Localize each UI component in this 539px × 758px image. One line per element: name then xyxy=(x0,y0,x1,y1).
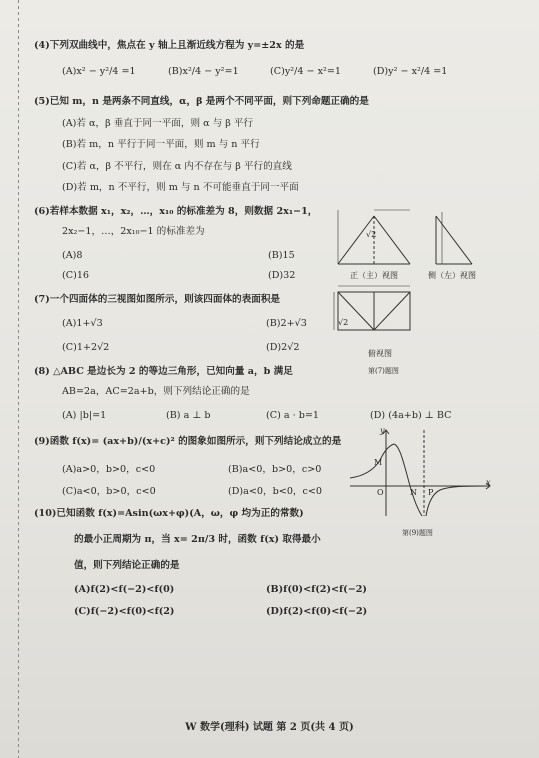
q10-stem-line1: (10)已知函数 f(x)=Asin(ωx+φ)(A，ω，φ 均为正的常数) xyxy=(34,508,304,519)
q10-option-d: (D)f(2)<f(0)<f(−2) xyxy=(266,606,368,617)
q7-figure-caption: 第(7)题图 xyxy=(368,367,399,375)
q9-figure-caption: 第(9)题图 xyxy=(402,529,433,537)
q6-option-b: (B)15 xyxy=(268,250,295,261)
q8-option-b: (B) a ⊥ b xyxy=(166,410,211,421)
q7-front-view-label: 正（主）视图 xyxy=(350,271,398,280)
q10-option-c: (C)f(−2)<f(0)<f(2) xyxy=(74,606,175,617)
q4-option-c: (C)y²/4 − x²=1 xyxy=(270,66,341,77)
q5-option-b: (B)若 m，n 平行于同一平面，则 m 与 n 平行 xyxy=(62,139,260,150)
q7-front-dim-label: √2 xyxy=(366,230,377,239)
q5-stem: (5)已知 m，n 是两条不同直线，α，β 是两个不同平面，则下列命题正确的是 xyxy=(34,96,369,107)
q7-stem: (7)一个四面体的三视图如图所示，则该四面体的表面积是 xyxy=(34,294,281,305)
q7-option-d: (D)2√2 xyxy=(266,342,300,353)
q9-axis-x-label: x xyxy=(486,478,491,487)
q9-point-p-label: P xyxy=(428,488,434,497)
q7-side-view-label: 侧（左）视图 xyxy=(428,271,476,280)
q9-stem: (9)函数 f(x)= (ax+b)/(x+c)² 的图象如图所示，则下列结论成立的是 xyxy=(34,436,342,447)
q4-option-d: (D)y² − x²/4 =1 xyxy=(373,66,448,77)
q7-three-view-figure xyxy=(330,206,506,356)
q10-stem-line3: 值，则下列结论正确的是 xyxy=(74,560,180,571)
q10-option-b: (B)f(0)<f(2)<f(−2) xyxy=(266,584,367,595)
q10-stem-line2: 的最小正周期为 π，当 x= 2π/3 时，函数 f(x) 取得最小 xyxy=(74,534,321,545)
q7-top-dim-label: √2 xyxy=(338,318,349,327)
q9-origin-label: O xyxy=(377,488,384,497)
curve-right xyxy=(426,486,488,516)
q6-stem-line1: (6)若样本数据 x₁，x₂，…，x₁₀ 的标准差为 8，则数据 2x₁−1， xyxy=(34,206,318,217)
q9-option-d: (D)a<0，b<0，c<0 xyxy=(228,486,323,497)
q7-option-b: (B)2+√3 xyxy=(266,318,307,329)
q6-option-c: (C)16 xyxy=(62,270,90,281)
q9-option-b: (B)a<0，b>0，c>0 xyxy=(228,464,322,475)
q4-option-a: (A)x² − y²/4 =1 xyxy=(62,66,136,77)
q7-top-view-label: 俯视图 xyxy=(368,349,392,358)
q9-point-n-label: N xyxy=(410,488,417,497)
q9-option-c: (C)a<0，b>0，c<0 xyxy=(62,486,156,497)
q8-stem-line1: (8) △ABC 是边长为 2 的等边三角形，已知向量 a，b 满足 xyxy=(34,366,293,377)
q9-option-a: (A)a>0，b>0，c<0 xyxy=(62,464,156,475)
q6-option-a: (A)8 xyxy=(62,250,83,261)
q9-function-graph xyxy=(346,424,496,520)
q6-option-d: (D)32 xyxy=(268,270,296,281)
side-view-drawing xyxy=(436,212,472,264)
q4-stem: (4)下列双曲线中，焦点在 y 轴上且渐近线方程为 y=±2x 的是 xyxy=(34,40,305,51)
q7-option-c: (C)1+2√2 xyxy=(62,342,110,353)
q10-option-a: (A)f(2)<f(−2)<f(0) xyxy=(74,584,175,595)
q8-option-d: (D) (4a+b) ⊥ BC xyxy=(370,410,452,421)
q4-option-b: (B)x²/4 − y²=1 xyxy=(168,66,239,77)
q8-stem-line2: AB=2a，AC=2a+b，则下列结论正确的是 xyxy=(62,386,250,397)
q8-option-c: (C) a · b=1 xyxy=(266,410,320,421)
q8-option-a: (A) |b|=1 xyxy=(62,410,107,421)
q9-point-m-label: M xyxy=(374,458,383,467)
binding-margin-line xyxy=(18,0,19,758)
page-footer: W 数学(理科) 试题 第 2 页(共 4 页) xyxy=(185,722,354,733)
q5-option-a: (A)若 α，β 垂直于同一平面，则 α 与 β 平行 xyxy=(62,118,254,129)
q5-option-d: (D)若 m，n 不平行，则 m 与 n 不可能垂直于同一平面 xyxy=(62,182,299,193)
q6-stem-line2: 2x₂−1，…，2x₁₀−1 的标准差为 xyxy=(62,226,205,237)
q7-option-a: (A)1+√3 xyxy=(62,318,103,329)
q9-axis-y-label: y xyxy=(380,426,385,435)
q5-option-c: (C)若 α，β 不平行，则在 α 内不存在与 β 平行的直线 xyxy=(62,161,292,172)
